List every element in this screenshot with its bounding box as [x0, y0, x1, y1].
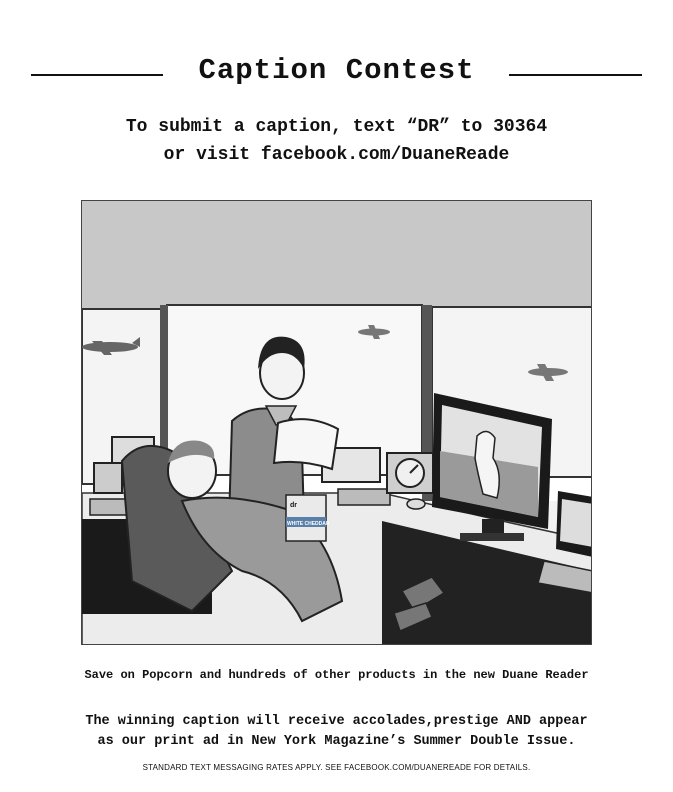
bag-label: WHITE CHEDDAR	[287, 521, 330, 527]
bag-brand: dr	[290, 502, 297, 509]
title-row	[0, 52, 673, 92]
title-rule-right	[509, 74, 642, 76]
promo-text: Save on Popcorn and hundreds of other products in the new Duane Reader	[84, 668, 589, 682]
cartoon-illustration	[81, 200, 592, 645]
mouse-icon	[407, 499, 425, 509]
keyboard-center	[338, 489, 390, 505]
instructions-line-2[interactable]: or visit facebook.com/DuaneReade	[163, 145, 510, 165]
instructions-line-1: To submit a caption, text “DR” to 30364	[125, 117, 548, 137]
prize-line-1: The winning caption will receive accolades,prestige AND appear	[85, 714, 588, 729]
fine-print: STANDARD TEXT MESSAGING RATES APPLY. SEE FACEBOOK.COM/DUANEREADE FOR DETAILS.	[142, 762, 531, 773]
pillow	[274, 419, 338, 469]
cartoon-svg	[82, 201, 592, 645]
page-title: Caption Contest	[198, 54, 475, 87]
prize-line-2: as our print ad in New York Magazine’s Summer Double Issue.	[97, 734, 576, 749]
ceiling	[82, 201, 592, 319]
prize-text	[0, 712, 673, 752]
submission-instructions	[0, 113, 673, 169]
